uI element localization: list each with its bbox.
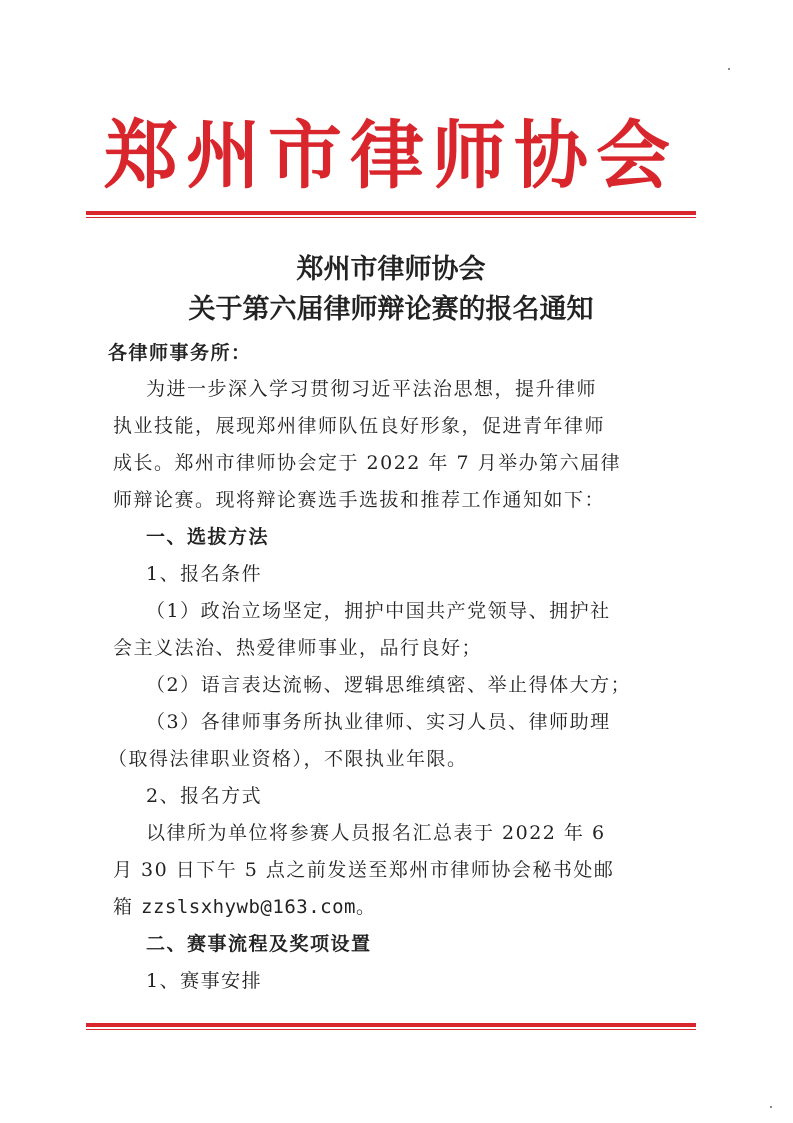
masthead-rule-thick <box>86 211 696 215</box>
section-heading-2: 二、赛事流程及奖项设置 <box>146 933 372 955</box>
intro-line-3: 成长。郑州市律师协会定于 2022 年 7 月举办第六届律 <box>113 452 622 474</box>
masthead-rule-thin <box>86 217 696 218</box>
scan-speck <box>728 68 730 70</box>
salutation: 各律师事务所： <box>108 342 252 364</box>
email-suffix: 。 <box>355 896 377 918</box>
condition-3-line-1: （3）各律师事务所执业律师、实习人员、律师助理 <box>146 711 611 733</box>
notice-title-line1: 郑州市律师协会 <box>296 254 486 285</box>
intro-line-1: 为进一步深入学习贯彻习近平法治思想，提升律师 <box>146 378 598 400</box>
email-address: zzslsxhywb@163.com <box>141 896 356 918</box>
intro-line-4: 师辩论赛。现将辩论赛选手选拔和推荐工作通知如下： <box>113 489 606 511</box>
masthead-title: 郑州市律师协会 <box>104 113 678 199</box>
method-line-2: 月 30 日下午 5 点之前发送至郑州市律师协会秘书处邮 <box>113 859 615 881</box>
intro-line-2: 执业技能，展现郑州律师队伍良好形象，促进青年律师 <box>113 415 606 437</box>
notice-title-line2: 关于第六届律师辩论赛的报名通知 <box>188 294 594 325</box>
section-heading-1: 一、选拔方法 <box>146 526 270 548</box>
footer-rule-thick <box>86 1023 696 1027</box>
condition-1-line-1: （1）政治立场坚定，拥护中国共产党领导、拥护社 <box>146 600 611 622</box>
condition-1-line-2: 会主义法治、热爱律师事业，品行良好； <box>113 637 483 659</box>
footer-rule-thin <box>86 1029 696 1030</box>
subheading-1: 1、报名条件 <box>146 563 263 585</box>
scan-speck <box>770 1106 772 1108</box>
condition-2: （2）语言表达流畅、逻辑思维缜密、举止得体大方； <box>146 674 632 696</box>
method-line-3-prefix: 箱 <box>113 896 142 918</box>
condition-3-line-2: （取得法律职业资格），不限执业年限。 <box>108 748 468 770</box>
subheading-2: 2、报名方式 <box>146 785 263 807</box>
method-line-3 <box>113 892 376 919</box>
subheading-3: 1、赛事安排 <box>146 970 263 992</box>
method-line-1: 以律所为单位将参赛人员报名汇总表于 2022 年 6 <box>146 822 606 844</box>
